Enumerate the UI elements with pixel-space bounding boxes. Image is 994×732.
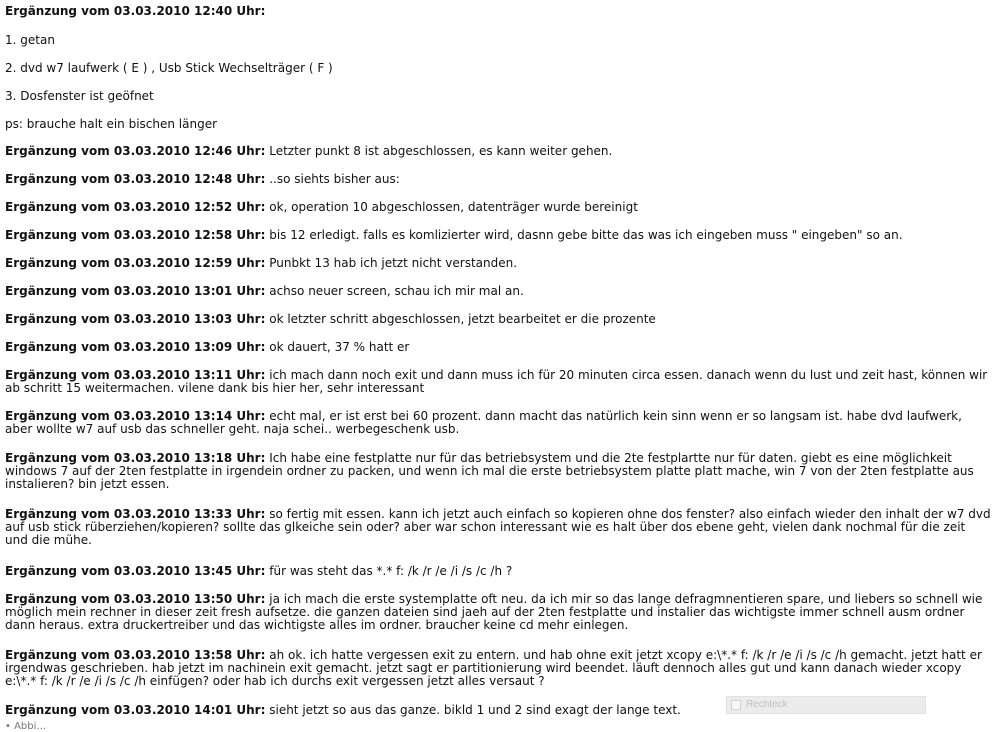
entry [5,369,991,395]
rectangle-label: Rechteck [746,699,788,710]
entry-text: sieht jetzt so aus das ganze. bikld 1 und 2 sind exagt der lange text. [269,703,681,717]
entry-text: bis 12 erledigt. falls es komlizierter wird, dasnn gebe bitte das was ich eingeben muss " eingeben" so an. [269,228,903,242]
first-entry-header: Ergänzung vom 03.03.2010 12:40 Uhr: [5,4,266,18]
rectangle-tool-box[interactable] [726,696,926,714]
entry-text: ..so siehts bisher aus: [269,172,400,186]
entry-text: Ich habe eine festplatte nur für das betriebsystem und die 2te festplartte nur für daten. giebt es eine möglichkeit windows 7 auf der 2ten festplatte in irgendein ordner zu packen, und wenn ich mal die erste betriebsystem platte platt mache, win 7 von der 2ten festplatte aus instalieren? bin jetzt essen. [5,451,974,491]
entry [5,173,991,186]
entry [5,452,991,491]
entry-text: so fertig mit essen. kann ich jetzt auch einfach so kopieren ohne dos fenster? also einfach wieder den inhalt der w7 dvd auf usb stick rüberziehen/kopieren? sollte das glkeiche sein oder? aber war schon interessant wie es halt über dos ebene geht, vielen dank nochmal für die zeit und die mühe. [5,507,991,547]
entry-text: ja ich mach die erste systemplatte oft neu. da ich mir so das lange defragmnentieren spare, und liebers so schnell wie möglich mein rechner in dieser zeit fresh aufsetze. die ganzen dateien sind jaeh auf der 2ten festplatte und instalier das wichtigste immer schnell ausm ordner dann heraus. extra druckertreiber und das wichtigste alles im ordner. braucher keine cd mehr einlegen. [5,592,983,632]
entry-label: Ergänzung vom 03.03.2010 13:01 Uhr: [5,284,266,298]
entry-text: echt mal, er ist erst bei 60 prozent. dann macht das natürlich kein sinn wenn er so langsam ist. habe dvd laufwerk, aber wollte w7 auf usb das schneller geht. naja schei.. werbegeschenk usb. [5,409,962,436]
entry-text: Punbkt 13 hab ich jetzt nicht verstanden. [269,256,518,270]
entry-label: Ergänzung vom 03.03.2010 12:58 Uhr: [5,228,266,242]
entry-label: Ergänzung vom 03.03.2010 13:58 Uhr: [5,648,266,662]
entry-text: ok dauert, 37 % hatt er [269,340,410,354]
entry [5,410,991,436]
entry [5,257,991,270]
entry [5,229,991,242]
entry [5,649,991,688]
clipped-bottom-text: • Abbi... [5,721,46,732]
entry [5,285,991,298]
entry-label: Ergänzung vom 03.03.2010 12:59 Uhr: [5,256,266,270]
entry [5,341,991,354]
checkbox-icon[interactable] [731,700,741,710]
entry [5,313,991,326]
entry [5,593,991,632]
entry-text: ah ok. ich hatte vergessen exit zu entern. und hab ohne exit jetzt xcopy e:\*.* f: /k /r /e /i /s /c /h gemacht. jetzt hatt er irgendwas geschrieben. hab jetzt im nachinein exit gemacht. jetzt sagt er partitionierung wird beendet. läuft dennoch alles gut und kann danach wieder xcopy e:\*.* f: /k /r /e /i /s /c /h einfügen? oder hab ich durchs exit vergessen jetzt alles versaut ? [5,648,982,688]
entry-label: Ergänzung vom 03.03.2010 13:50 Uhr: [5,592,266,606]
entry-label: Ergänzung vom 03.03.2010 13:45 Uhr: [5,564,266,578]
entry-text: ich mach dann noch exit und dann muss ich für 20 minuten circa essen. danach wenn du lust und zeit hast, können wir ab schritt 15 weitermachen. vilene dank bis hier her, sehr interessant [5,368,988,395]
entry-text: Letzter punkt 8 ist abgeschlossen, es kann weiter gehen. [269,144,613,158]
entry-label: Ergänzung vom 03.03.2010 12:46 Uhr: [5,144,266,158]
entry [5,508,991,547]
intro-line: 2. dvd w7 laufwerk ( E ) , Usb Stick Wechselträger ( F ) [5,61,333,75]
entry-text: ok, operation 10 abgeschlossen, datenträger wurde bereinigt [269,200,638,214]
entry [5,565,991,578]
entry-label: Ergänzung vom 03.03.2010 12:48 Uhr: [5,172,266,186]
entry-label: Ergänzung vom 03.03.2010 13:09 Uhr: [5,340,266,354]
entry-label: Ergänzung vom 03.03.2010 13:33 Uhr: [5,507,266,521]
entry-label: Ergänzung vom 03.03.2010 14:01 Uhr: [5,703,266,717]
intro-line: 1. getan [5,33,55,47]
entry-label: Ergänzung vom 03.03.2010 13:14 Uhr: [5,409,266,423]
entry-label: Ergänzung vom 03.03.2010 13:11 Uhr: [5,368,266,382]
entry-text: ok letzter schritt abgeschlossen, jetzt bearbeitet er die prozente [269,312,656,326]
entry [5,201,991,214]
entry-label: Ergänzung vom 03.03.2010 13:03 Uhr: [5,312,266,326]
intro-line: ps: brauche halt ein bischen länger [5,117,218,131]
entry-text: achso neuer screen, schau ich mir mal an. [269,284,524,298]
entry-label: Ergänzung vom 03.03.2010 12:52 Uhr: [5,200,266,214]
intro-line: 3. Dosfenster ist geöfnet [5,89,154,103]
entry-label: Ergänzung vom 03.03.2010 13:18 Uhr: [5,451,266,465]
entry [5,145,991,158]
entry-text: für was steht das *.* f: /k /r /e /i /s /c /h ? [269,564,513,578]
